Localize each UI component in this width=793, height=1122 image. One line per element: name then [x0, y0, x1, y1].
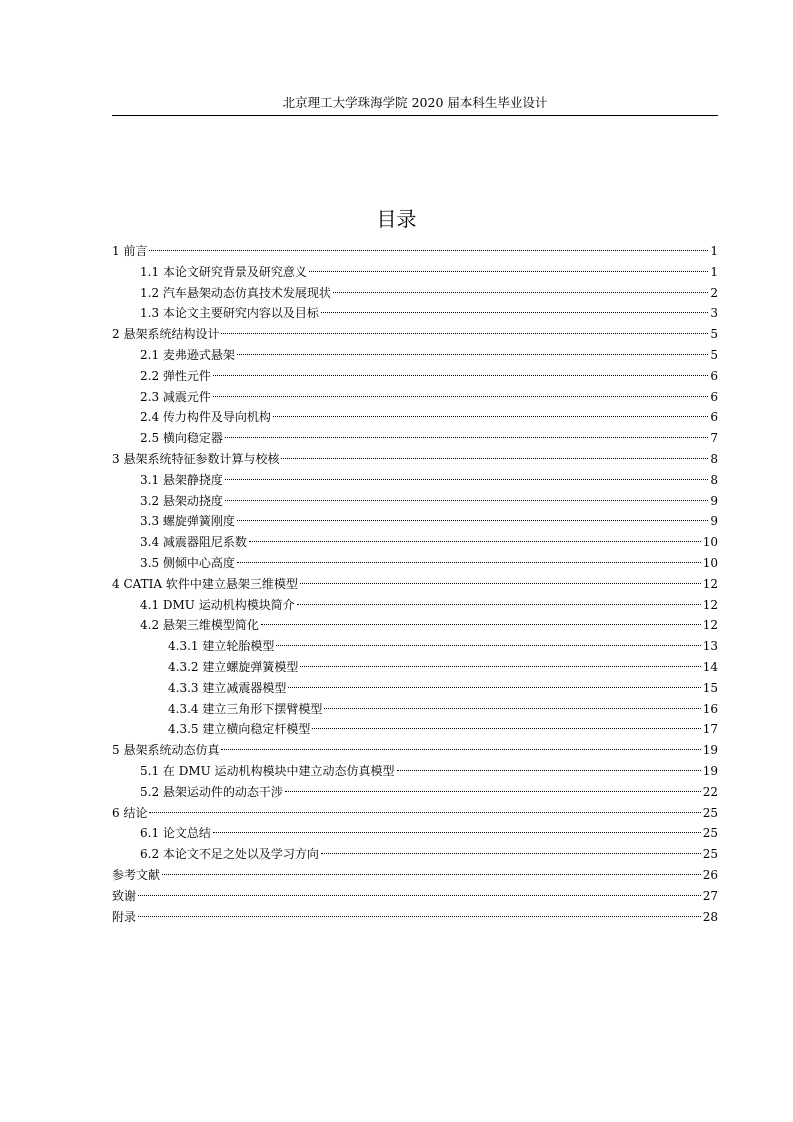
toc-leader-dots [225, 479, 708, 480]
toc-entry-page: 8 [710, 451, 718, 466]
toc-entry-page: 28 [702, 909, 718, 924]
toc-leader-dots [309, 271, 708, 272]
toc-leader-dots [273, 416, 708, 417]
toc-entry-page: 12 [702, 576, 718, 591]
toc-entry-page: 6 [710, 389, 718, 404]
toc-entry[interactable] [112, 511, 718, 532]
toc-entry-page: 13 [702, 639, 718, 654]
toc-leader-dots [162, 874, 701, 875]
toc-entry-page: 9 [710, 514, 718, 529]
toc-entry-label: 3.2 悬架动挠度 [140, 493, 223, 508]
toc-leader-dots [221, 333, 708, 334]
toc-entry-page: 7 [710, 431, 718, 446]
toc-entry-label: 2 悬架系统结构设计 [112, 327, 220, 342]
toc-leader-dots [276, 645, 700, 646]
toc-entry-page: 5 [710, 327, 718, 342]
toc-entry-label: 4.1 DMU 运动机构模块简介 [140, 597, 295, 612]
toc-entry-label: 1.3 本论文主要研究内容以及目标 [140, 306, 319, 321]
toc-leader-dots [300, 583, 701, 584]
toc-entry[interactable] [112, 574, 718, 595]
toc-entry-label: 6 结论 [112, 805, 148, 820]
toc-entry-page: 12 [702, 618, 718, 633]
toc-entry[interactable] [112, 865, 718, 886]
toc-entry[interactable] [112, 761, 718, 782]
toc-entry[interactable] [112, 262, 718, 283]
toc-entry[interactable] [112, 303, 718, 324]
toc-entry-page: 9 [710, 493, 718, 508]
toc-entry-page: 1 [710, 264, 718, 279]
toc-entry[interactable] [112, 553, 718, 574]
toc-entry-page: 19 [702, 763, 718, 778]
toc-leader-dots [237, 354, 708, 355]
toc-leader-dots [138, 895, 701, 896]
toc-entry-page: 25 [702, 826, 718, 841]
toc-leader-dots [261, 624, 701, 625]
toc-entry[interactable] [112, 470, 718, 491]
toc-leader-dots [288, 687, 700, 688]
toc-entry-label: 4.3.2 建立螺旋弹簧模型 [168, 659, 299, 674]
toc-leader-dots [324, 708, 700, 709]
toc-entry-page: 6 [710, 368, 718, 383]
toc-entry-page: 8 [710, 472, 718, 487]
toc-entry-page: 17 [702, 722, 718, 737]
toc-leader-dots [149, 812, 700, 813]
toc-entry-page: 16 [702, 701, 718, 716]
toc-entry[interactable] [112, 907, 718, 928]
toc-entry-label: 4.3.4 建立三角形下摆臂模型 [168, 701, 323, 716]
toc-entry-page: 25 [702, 847, 718, 862]
toc-entry[interactable] [112, 491, 718, 512]
toc-entry-label: 5 悬架系统动态仿真 [112, 743, 220, 758]
toc-entry[interactable] [112, 595, 718, 616]
toc-entry-label: 3.1 悬架静挠度 [140, 472, 223, 487]
toc-entry[interactable] [112, 345, 718, 366]
toc-entry[interactable] [112, 324, 718, 345]
toc-leader-dots [213, 832, 701, 833]
toc-entry-page: 25 [702, 805, 718, 820]
toc-entry[interactable] [112, 886, 718, 907]
toc-entry[interactable] [112, 803, 718, 824]
toc-leader-dots [333, 292, 708, 293]
toc-entry-page: 10 [702, 535, 718, 550]
toc-leader-dots [321, 853, 701, 854]
toc-entry-page: 5 [710, 347, 718, 362]
toc-leader-dots [312, 728, 700, 729]
toc-title: 目录 [376, 207, 417, 231]
toc-entry[interactable] [112, 387, 718, 408]
toc-entry-label: 3 悬架系统特征参数计算与校核 [112, 451, 280, 466]
toc-entry-label: 2.1 麦弗逊式悬架 [140, 347, 235, 362]
toc-entry[interactable] [112, 844, 718, 865]
toc-entry[interactable] [112, 283, 718, 304]
toc-entry-page: 12 [702, 597, 718, 612]
toc-entry[interactable] [112, 532, 718, 553]
toc-entry[interactable] [112, 636, 718, 657]
toc-entry-label: 1 前言 [112, 244, 148, 258]
toc-entry[interactable] [112, 719, 718, 740]
page-header: 北京理工大学珠海学院 2020 届本科生毕业设计 [112, 93, 718, 116]
toc-leader-dots [225, 437, 708, 438]
toc-entry[interactable] [112, 782, 718, 803]
toc-leader-dots [249, 541, 701, 542]
toc-entry-label: 2.2 弹性元件 [140, 368, 211, 383]
toc-entry-label: 4 CATIA 软件中建立悬架三维模型 [112, 576, 298, 591]
toc-entry[interactable] [112, 615, 718, 636]
toc-entry-label: 3.4 减震器阻尼系数 [140, 535, 247, 550]
toc-entry[interactable] [112, 740, 718, 761]
toc-entry[interactable] [112, 428, 718, 449]
toc-leader-dots [397, 770, 701, 771]
toc-entry-page: 15 [702, 680, 718, 695]
toc-entry-page: 26 [702, 867, 718, 882]
toc-leader-dots [297, 604, 701, 605]
toc-entry-label: 4.3.1 建立轮胎模型 [168, 639, 275, 654]
table-of-contents [112, 241, 718, 927]
toc-leader-dots [237, 562, 701, 563]
toc-entry[interactable] [112, 699, 718, 720]
toc-entry-page: 14 [702, 659, 718, 674]
toc-entry-label: 致谢 [112, 888, 137, 903]
toc-leader-dots [149, 250, 708, 251]
toc-leader-dots [221, 749, 700, 750]
toc-entry-label: 5.2 悬架运动件的动态干涉 [140, 784, 283, 799]
toc-entry-label: 2.5 横向稳定器 [140, 431, 223, 446]
toc-leader-dots [321, 312, 708, 313]
toc-entry[interactable] [112, 823, 718, 844]
toc-entry-label: 1.2 汽车悬架动态仿真技术发展现状 [140, 285, 331, 300]
toc-entry-label: 6.2 本论文不足之处以及学习方向 [140, 847, 319, 862]
toc-entry-page: 19 [702, 743, 718, 758]
toc-entry-label: 4.3.5 建立横向稳定杆模型 [168, 722, 311, 737]
toc-entry[interactable] [112, 366, 718, 387]
toc-entry-page: 3 [710, 306, 718, 321]
toc-entry-label: 2.4 传力构件及导向机构 [140, 410, 271, 425]
toc-leader-dots [237, 520, 708, 521]
toc-entry-page: 22 [702, 784, 718, 799]
toc-entry-label: 3.5 侧倾中心高度 [140, 555, 235, 570]
toc-entry-label: 2.3 减震元件 [140, 389, 211, 404]
toc-entry[interactable] [112, 449, 718, 470]
toc-entry[interactable] [112, 678, 718, 699]
toc-leader-dots [213, 375, 708, 376]
toc-leader-dots [213, 396, 708, 397]
toc-entry-page: 10 [702, 555, 718, 570]
toc-leader-dots [300, 666, 700, 667]
toc-entry-label: 6.1 论文总结 [140, 826, 211, 841]
toc-entry-label: 4.2 悬架三维模型简化 [140, 618, 259, 633]
toc-leader-dots [281, 458, 708, 459]
toc-entry[interactable] [112, 241, 718, 262]
toc-entry-label: 4.3.3 建立减震器模型 [168, 680, 287, 695]
toc-entry-label: 5.1 在 DMU 运动机构模块中建立动态仿真模型 [140, 763, 395, 778]
toc-entry-label: 1.1 本论文研究背景及研究意义 [140, 264, 307, 279]
toc-entry[interactable] [112, 407, 718, 428]
toc-entry-label: 附录 [112, 909, 137, 924]
toc-entry-page: 6 [710, 410, 718, 425]
toc-entry-page: 2 [710, 285, 718, 300]
toc-leader-dots [138, 916, 701, 917]
toc-entry-label: 3.3 螺旋弹簧刚度 [140, 514, 235, 529]
toc-leader-dots [285, 791, 701, 792]
toc-entry-page: 1 [710, 244, 718, 258]
toc-entry-label: 参考文献 [112, 867, 161, 882]
toc-leader-dots [225, 500, 708, 501]
toc-entry[interactable] [112, 657, 718, 678]
toc-entry-page: 27 [702, 888, 718, 903]
